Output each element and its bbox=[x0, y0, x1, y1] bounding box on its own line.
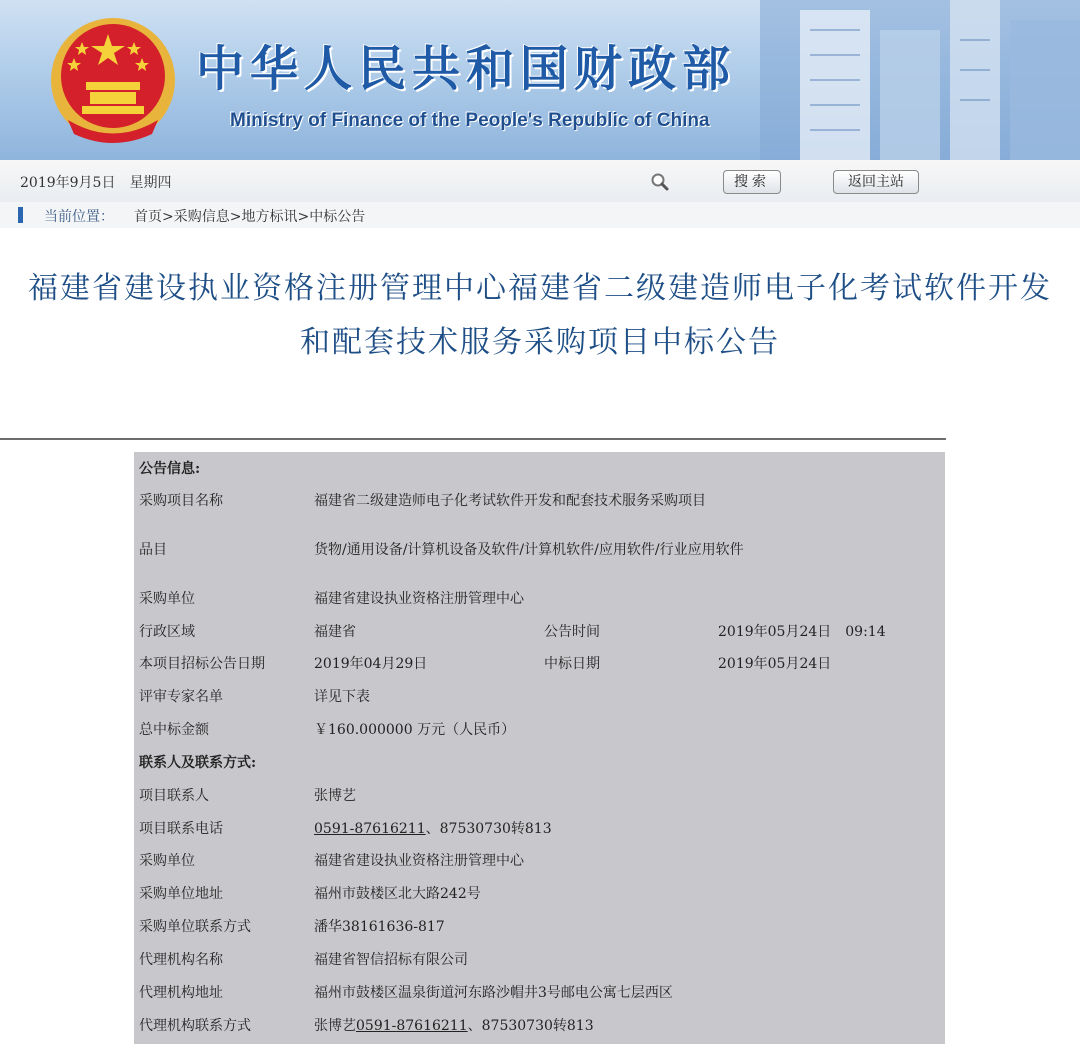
table-row bbox=[134, 488, 945, 514]
table-row bbox=[134, 848, 945, 874]
breadcrumb bbox=[0, 202, 1080, 228]
table-row bbox=[134, 586, 945, 612]
phone-link[interactable]: 0591-87616211 bbox=[356, 1018, 468, 1034]
phone-link[interactable]: 0591-87616211 bbox=[314, 821, 426, 837]
row-value: 货物/通用设备/计算机设备及软件/计算机软件/应用软件/行业应用软件 bbox=[314, 542, 744, 558]
table-row bbox=[134, 717, 945, 743]
return-home-button[interactable]: 返回主站 bbox=[833, 170, 919, 194]
page-title-line-1: 福建省建设执业资格注册管理中心福建省二级建造师电子化考试软件开发 bbox=[28, 271, 1052, 306]
row-label: 采购单位 bbox=[139, 591, 195, 607]
search-button[interactable]: 搜索 bbox=[723, 170, 781, 194]
row-value: 潘华38161636-817 bbox=[314, 919, 445, 935]
row-value: 福建省智信招标有限公司 bbox=[314, 952, 468, 968]
row-label: 项目联系人 bbox=[139, 788, 209, 804]
table-row bbox=[134, 619, 945, 645]
row-value: 2019年04月29日 bbox=[314, 656, 428, 672]
table-row bbox=[134, 816, 945, 842]
row-value: 详见下表 bbox=[314, 689, 370, 705]
section-title: 联系人及联系方式: bbox=[139, 755, 257, 771]
site-banner bbox=[0, 0, 1080, 160]
ministry-english-title: Ministry of Finance of the People's Republic of China bbox=[230, 110, 710, 131]
announcement-info-table bbox=[134, 452, 945, 1044]
row-label: 代理机构地址 bbox=[139, 985, 223, 1001]
table-row bbox=[134, 684, 945, 710]
breadcrumb-path[interactable]: 首页>采购信息>地方标讯>中标公告 bbox=[134, 209, 366, 225]
row-label: 采购单位联系方式 bbox=[139, 919, 251, 935]
table-row bbox=[134, 914, 945, 940]
row-value: 福建省建设执业资格注册管理中心 bbox=[314, 853, 524, 869]
table-row bbox=[134, 1013, 945, 1039]
phone-extra: 、87530730转813 bbox=[425, 821, 552, 837]
row-value bbox=[314, 816, 552, 842]
table-row bbox=[134, 783, 945, 809]
agency-contact-name: 张博艺 bbox=[314, 1018, 356, 1034]
row-value: 福建省 bbox=[314, 624, 356, 640]
current-date: 2019年9月5日 星期四 bbox=[20, 175, 172, 191]
row-label: 公告时间 bbox=[544, 624, 600, 640]
table-row bbox=[134, 980, 945, 1006]
row-label: 项目联系电话 bbox=[139, 821, 223, 837]
table-row bbox=[134, 537, 945, 563]
page-title bbox=[0, 262, 1080, 370]
table-row bbox=[134, 651, 945, 677]
row-label: 总中标金额 bbox=[139, 722, 209, 738]
row-value: ￥160.000000 万元（人民币） bbox=[314, 722, 516, 738]
search-icon[interactable] bbox=[650, 172, 670, 192]
date-toolbar bbox=[0, 160, 1080, 203]
row-label: 采购单位地址 bbox=[139, 886, 223, 902]
ministry-chinese-title: 中华人民共和国财政部 bbox=[196, 41, 737, 97]
page-title-line-2: 和配套技术服务采购项目中标公告 bbox=[300, 325, 780, 360]
row-value: 福建省二级建造师电子化考试软件开发和配套技术服务采购项目 bbox=[314, 493, 706, 509]
row-label: 品目 bbox=[139, 542, 167, 558]
row-label: 中标日期 bbox=[544, 656, 600, 672]
row-label: 行政区域 bbox=[139, 624, 195, 640]
breadcrumb-label: 当前位置： bbox=[44, 209, 114, 225]
row-label: 代理机构名称 bbox=[139, 952, 223, 968]
section-header-contact bbox=[134, 750, 945, 776]
row-label: 采购项目名称 bbox=[139, 493, 223, 509]
row-value: 福州市鼓楼区温泉街道河东路沙帽井3号邮电公寓七层西区 bbox=[314, 985, 673, 1001]
row-value: 张博艺 bbox=[314, 788, 356, 804]
row-value: 2019年05月24日 09:14 bbox=[718, 624, 886, 640]
breadcrumb-marker bbox=[18, 207, 23, 223]
title-divider bbox=[0, 438, 946, 440]
row-value: 2019年05月24日 bbox=[718, 656, 832, 672]
row-label: 本项目招标公告日期 bbox=[139, 656, 265, 672]
row-label: 评审专家名单 bbox=[139, 689, 223, 705]
row-label: 采购单位 bbox=[139, 853, 195, 869]
table-row bbox=[134, 947, 945, 973]
row-value: 福建省建设执业资格注册管理中心 bbox=[314, 591, 524, 607]
national-emblem-icon bbox=[48, 12, 178, 152]
row-value: 福州市鼓楼区北大路242号 bbox=[314, 886, 481, 902]
row-label: 代理机构联系方式 bbox=[139, 1018, 251, 1034]
section-title: 公告信息: bbox=[139, 461, 201, 477]
phone-extra: 、87530730转813 bbox=[467, 1018, 594, 1034]
section-header-announcement bbox=[134, 456, 945, 482]
row-value bbox=[314, 1013, 594, 1039]
table-row bbox=[134, 881, 945, 907]
